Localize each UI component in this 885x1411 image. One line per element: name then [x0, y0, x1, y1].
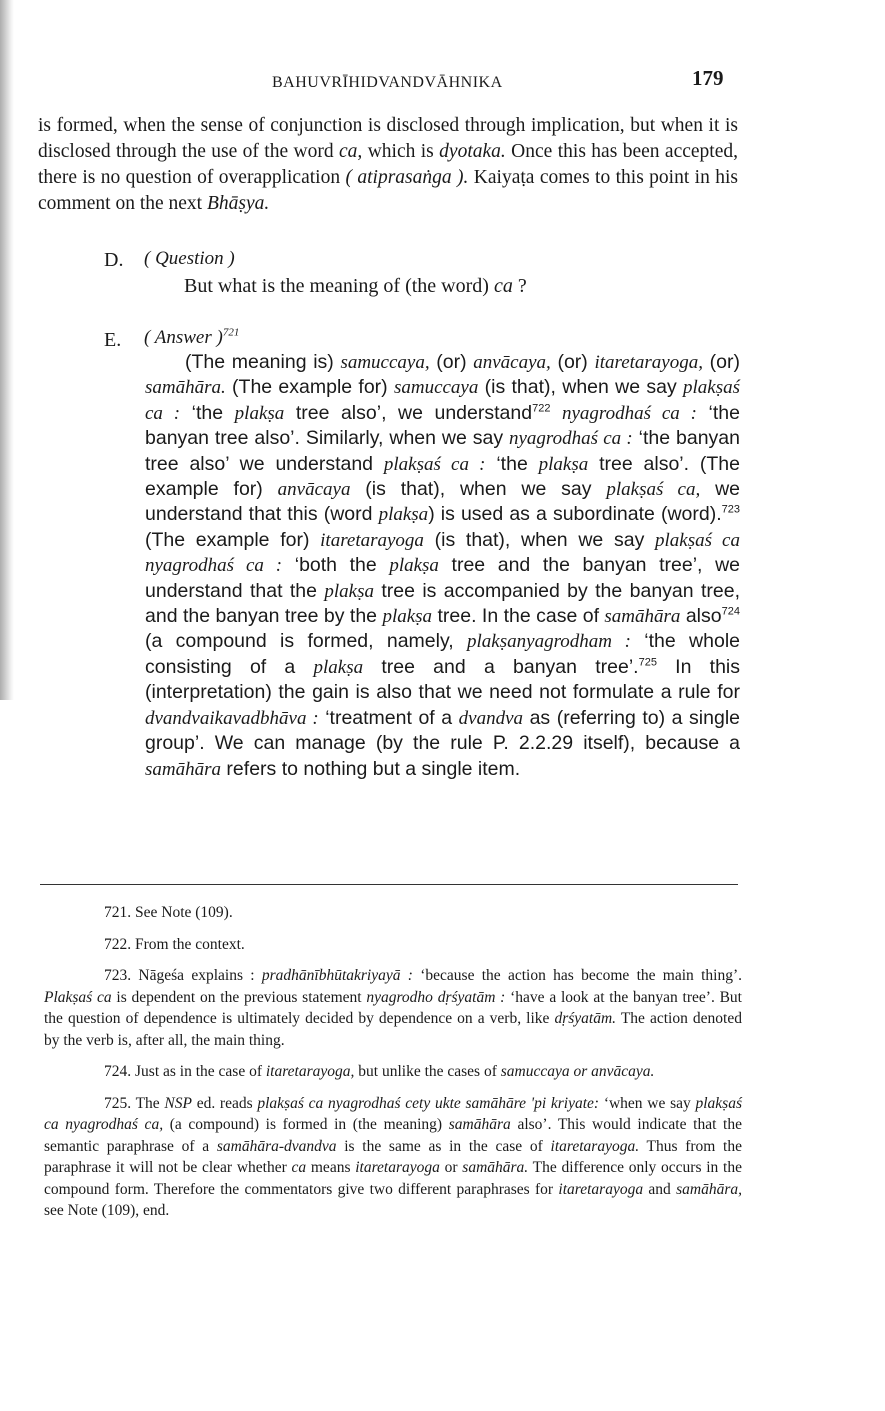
footnote-721: 721. See Note (109).: [104, 904, 233, 921]
footnote-723: 723. Nāgeśa explains : pradhānībhūtakriyayā : ‘because the action has become the main thing’. Plakṣaś ca is dependent on the previous statement nyagrodho dṛśyatām : ‘have a look at the banyan tree’. But the question of dependence is ultimately decided by dependence on a verb, like dṛśyatām. The action denoted by the verb is, after all, the main thing.: [44, 967, 742, 1049]
question-tag: ( Question ): [144, 248, 235, 269]
intro-paragraph: is formed, when the sense of conjunction is disclosed through implication, but when it is disclosed through the use of the word ca, which is dyotaka. Once this has been accepted, there is no question of overapplication ( atiprasaṅga ). Kaiyaṭa comes to this point in his comment on the next Bhāṣya.: [38, 115, 738, 214]
footnote-ref-724: 724: [721, 605, 740, 618]
page-number: 179: [692, 66, 724, 90]
footnote-722: 722. From the context.: [104, 935, 245, 953]
section-label-e: E.: [104, 329, 122, 351]
question-text: But what is the meaning of (the word) ca ?: [184, 275, 527, 297]
footnote-ref-722: 722: [532, 402, 551, 415]
answer-paragraph: (The meaning is) samuccaya, (or) anvācaya, (or) itaretarayoga, (or) samāhāra. (The example for) samuccaya (is that), when we say plakṣaś ca : ‘the plakṣa tree also’, we understand$^{722}$ nyagrodhaś ca : ‘the banyan tree also’. Similarly, when we say nyagrodhaś ca : ‘the banyan tree also’ we understand plakṣaś ca : ‘the plakṣa tree also’. (The example for) anvācaya (is that), when we say plakṣaś ca, we understand that this (word plakṣa) is used as a subordinate (word).$^{723}$ (The example for) itaretarayoga (is that), when we say plakṣaś ca nyagrodhaś ca : ‘both the plakṣa tree and the banyan tree’, we understand that the plakṣa tree is accompanied by the banyan tree, and the banyan tree by the plakṣa tree. In the case of samāhāra also$^{724}$ (a compound is formed, namely, plakṣanyagrodham : ‘the whole consisting of a plakṣa tree and a banyan tree’.$^{725}$ In this (interpretation) the gain is also that we need not formulate a rule for dvandvaikavadbhāva : ‘treatment of a dvandva as (referring to) a single group’. We can manage (by the rule P. 2.2.29 itself), because a samāhāra refers to nothing but a single item.: [145, 351, 741, 780]
footnote-725: 725. The NSP ed. reads plakṣaś ca nyagrodhaś cety ukte samāhāre 'pi kriyate: ‘when we say plakṣaś ca nyagrodhaś ca, (a compound) is formed in (the meaning) samāhāra also’. This would indicate that the semantic paraphrase of a samāhāra-dvandva is the same as in the case of itaretarayoga. Thus from the paraphrase it will not be clear whether ca means itaretarayoga or samāhāra. The difference only occurs in the compound form. Therefore the commentators give two different paraphrases for itaretarayoga and samāhāra, see Note (109), end.: [44, 1094, 742, 1219]
footnote-ref-721: 721: [222, 326, 240, 339]
page-header: [0, 66, 885, 96]
answer-tag: ( Answer )$^{721}$: [144, 326, 240, 348]
section-label-d: D.: [104, 249, 124, 271]
footnote-ref-723: 723: [721, 503, 740, 516]
scan-edge-shadow: [0, 0, 14, 700]
footnote-divider: [40, 884, 738, 885]
footnotes: [44, 902, 742, 1232]
running-title: BAHUVRĪHIDVANDVĀHNIKA: [272, 74, 503, 91]
footnote-724: 724. Just as in the case of itaretarayoga, but unlike the cases of samuccaya or anvācaya.: [104, 1063, 655, 1080]
footnote-ref-725: 725: [638, 656, 657, 669]
